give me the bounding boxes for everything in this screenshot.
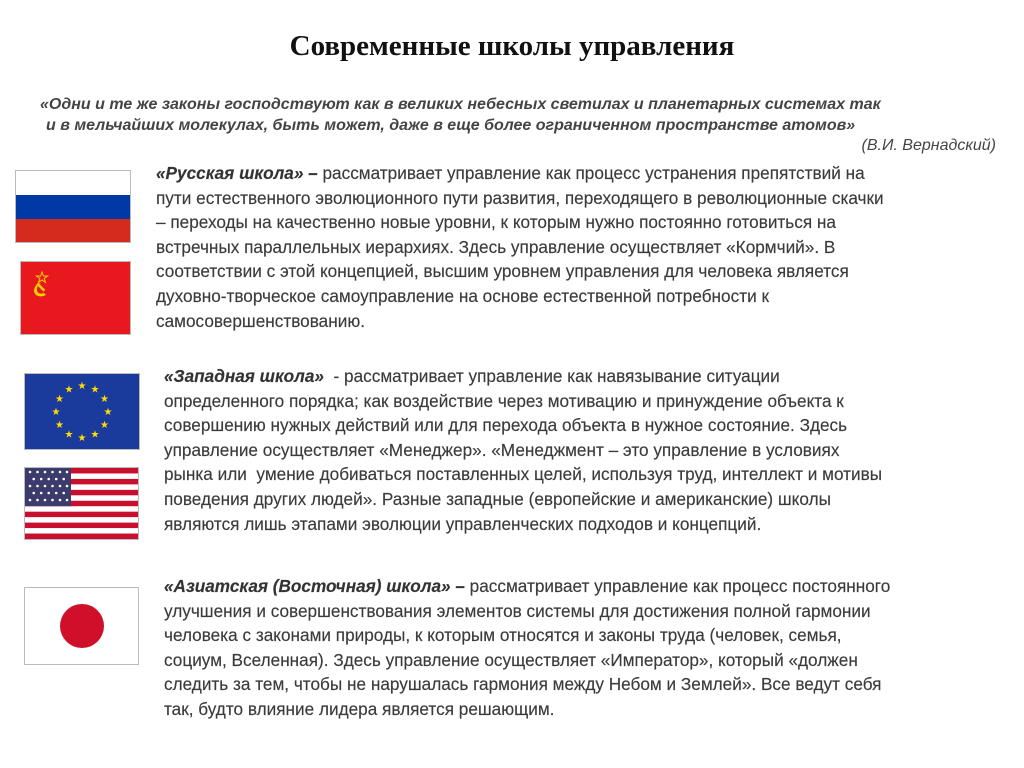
russian-school-line-6: духовно-творческое самоуправление на основе естественной потребности к: [156, 285, 769, 306]
asian-school-text: [164, 574, 890, 722]
svg-text:★: ★: [90, 429, 100, 441]
ussr-flag: [21, 262, 130, 334]
epigraph-quote: [40, 94, 940, 136]
russian-school-text: [156, 161, 884, 333]
svg-text:★: ★: [77, 433, 87, 444]
svg-text:★: ★: [64, 429, 74, 441]
usa-flag: [25, 468, 138, 539]
svg-text:★: ★: [51, 407, 61, 418]
japan-flag: [25, 588, 138, 664]
asian-school-heading: «Азиатская (Восточная) школа» –: [164, 576, 465, 596]
western-school-line-3: совершению нужных действий или для перехода объекта в нужное состояние. Здесь: [164, 415, 848, 436]
western-school-line-1: «Западная школа» - рассматривает управление как навязывание ситуации: [164, 366, 780, 386]
svg-text:★: ★: [64, 384, 74, 396]
svg-text:★: ★: [100, 394, 109, 405]
quote-line-2: и в мельчайших молекулах, быть может, даже в еще более ограниченном пространстве атомов»: [46, 117, 856, 134]
svg-text:★: ★: [55, 420, 64, 431]
russian-school-line-7: самосовершенствованию.: [156, 310, 365, 331]
asian-school-line-3: человека с законами природы, к которым относятся и законы труда (человек, семья,: [164, 625, 842, 646]
russian-school-heading: «Русская школа» –: [156, 163, 318, 183]
svg-text:★: ★: [100, 420, 109, 431]
western-school-line-6: поведения других людей». Разные западные (европейские и американские) школы: [164, 488, 831, 509]
svg-text:★: ★: [90, 384, 100, 396]
asian-school-line-5: следить за тем, чтобы не нарушалась гармония между Небом и Землей». Все ведут себя: [164, 674, 882, 695]
russian-school-line-3: – переходы на качественно новые уровни, к которым нужно постоянно готовиться на: [156, 212, 836, 233]
page-title: Современные школы управления: [289, 30, 735, 62]
asian-school-line-1: «Азиатская (Восточная) школа» – рассматривает управление как процесс постоянного: [164, 576, 891, 596]
asian-school-line-4: социум, Вселенная). Здесь управление осуществляет «Император», который «должен: [164, 649, 858, 670]
asian-school-line-2: улучшения и совершенствования элементов системы для достижения полной гармонии: [164, 600, 871, 621]
russian-school-line-5: соответствии с этой концепцией, высшим уровнем управления для человека является: [156, 261, 849, 282]
western-school-heading: «Западная школа»: [164, 366, 324, 386]
russian-school-line-2: пути естественного эволюционного пути развития, переходящего в революционные скачки: [156, 187, 884, 208]
western-school-text: [164, 364, 882, 536]
russian-school-line-1: «Русская школа» – рассматривает управление как процесс устранения препятствий на: [156, 163, 865, 183]
russian-school-line-4: встречных параллельных иерархиях. Здесь управление осуществляет «Кормчий». В: [156, 236, 836, 257]
svg-text:★: ★: [77, 381, 87, 392]
svg-text:★: ★: [103, 407, 113, 418]
western-school-line-7: являются лишь этапами эволюции управленческих подходов и концепций.: [164, 513, 762, 534]
quote-author: (В.И. Вернадский): [861, 137, 996, 154]
quote-line-1: «Одни и те же законы господствуют как в великих небесных светилах и планетарных системах так: [40, 96, 881, 113]
western-school-line-2: определенного порядка; как воздействие через мотивацию и принуждение объекта к: [164, 390, 844, 411]
russia-flag: [16, 171, 130, 242]
western-school-line-5: рынка или умение добиваться поставленных целей, используя труд, интеллект и мотивы: [164, 464, 883, 485]
eu-flag: [25, 374, 139, 449]
asian-school-line-6: так, будто влияние лидера является решающим.: [164, 698, 555, 719]
svg-text:★: ★: [55, 394, 64, 405]
western-school-line-4: управление осуществляет «Менеджер». «Менеджмент – это управление в условиях: [164, 439, 840, 460]
